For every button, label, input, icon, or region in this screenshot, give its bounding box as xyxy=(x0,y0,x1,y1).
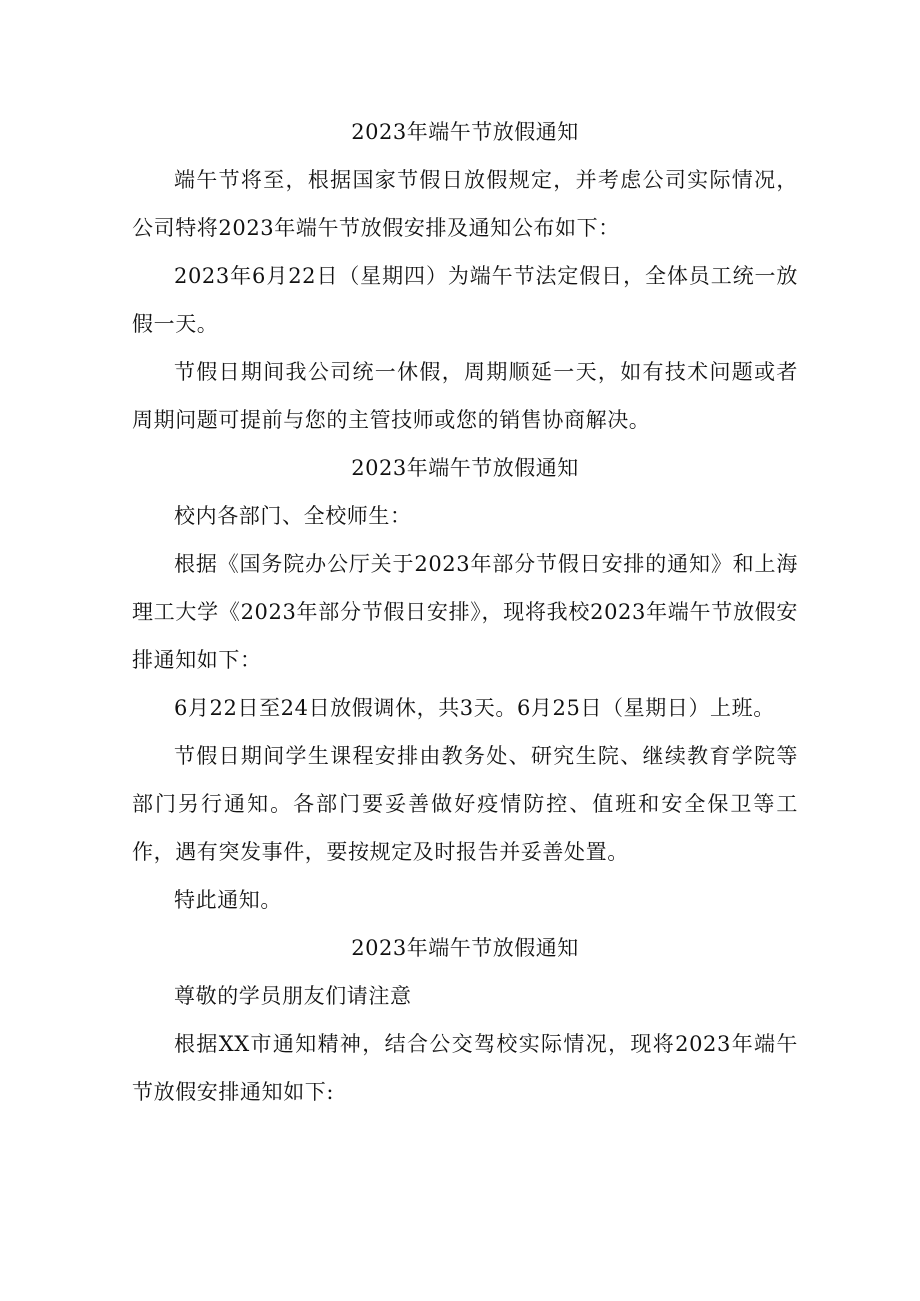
notice-title: 2023年端午节放假通知 xyxy=(351,936,579,960)
notice-section-driving-school xyxy=(132,924,798,1116)
notice-section-company xyxy=(132,108,798,444)
paragraph: 节假日期间我公司统一休假，周期顺延一天，如有技术问题或者周期问题可提前与您的主管技师或您的销售协商解决。 xyxy=(132,360,798,432)
paragraph: 端午节将至，根据国家节假日放假规定，并考虑公司实际情况，公司特将2023年端午节放假安排及通知公布如下： xyxy=(132,168,798,240)
paragraph: 2023年6月22日（星期四）为端午节法定假日，全体员工统一放假一天。 xyxy=(132,264,798,336)
paragraph: 6月22日至24日放假调休，共3天。6月25日（星期日）上班。 xyxy=(174,696,775,720)
paragraph: 根据《国务院办公厅关于2023年部分节假日安排的通知》和上海理工大学《2023年部分节假日安排》，现将我校2023年端午节放假安排通知如下： xyxy=(132,552,798,672)
paragraph: 尊敬的学员朋友们请注意 xyxy=(174,984,412,1008)
document-body xyxy=(132,108,798,1116)
paragraph: 校内各部门、全校师生： xyxy=(174,504,412,528)
paragraph: 节假日期间学生课程安排由教务处、研究生院、继续教育学院等部门另行通知。各部门要妥善做好疫情防控、值班和安全保卫等工作，遇有突发事件，要按规定及时报告并妥善处置。 xyxy=(132,744,798,864)
notice-section-school xyxy=(132,444,798,924)
paragraph: 根据XX市通知精神，结合公交驾校实际情况，现将2023年端午节放假安排通知如下: xyxy=(132,1032,798,1104)
notice-title: 2023年端午节放假通知 xyxy=(351,120,579,144)
notice-title: 2023年端午节放假通知 xyxy=(351,456,579,480)
paragraph: 特此通知。 xyxy=(174,888,282,912)
